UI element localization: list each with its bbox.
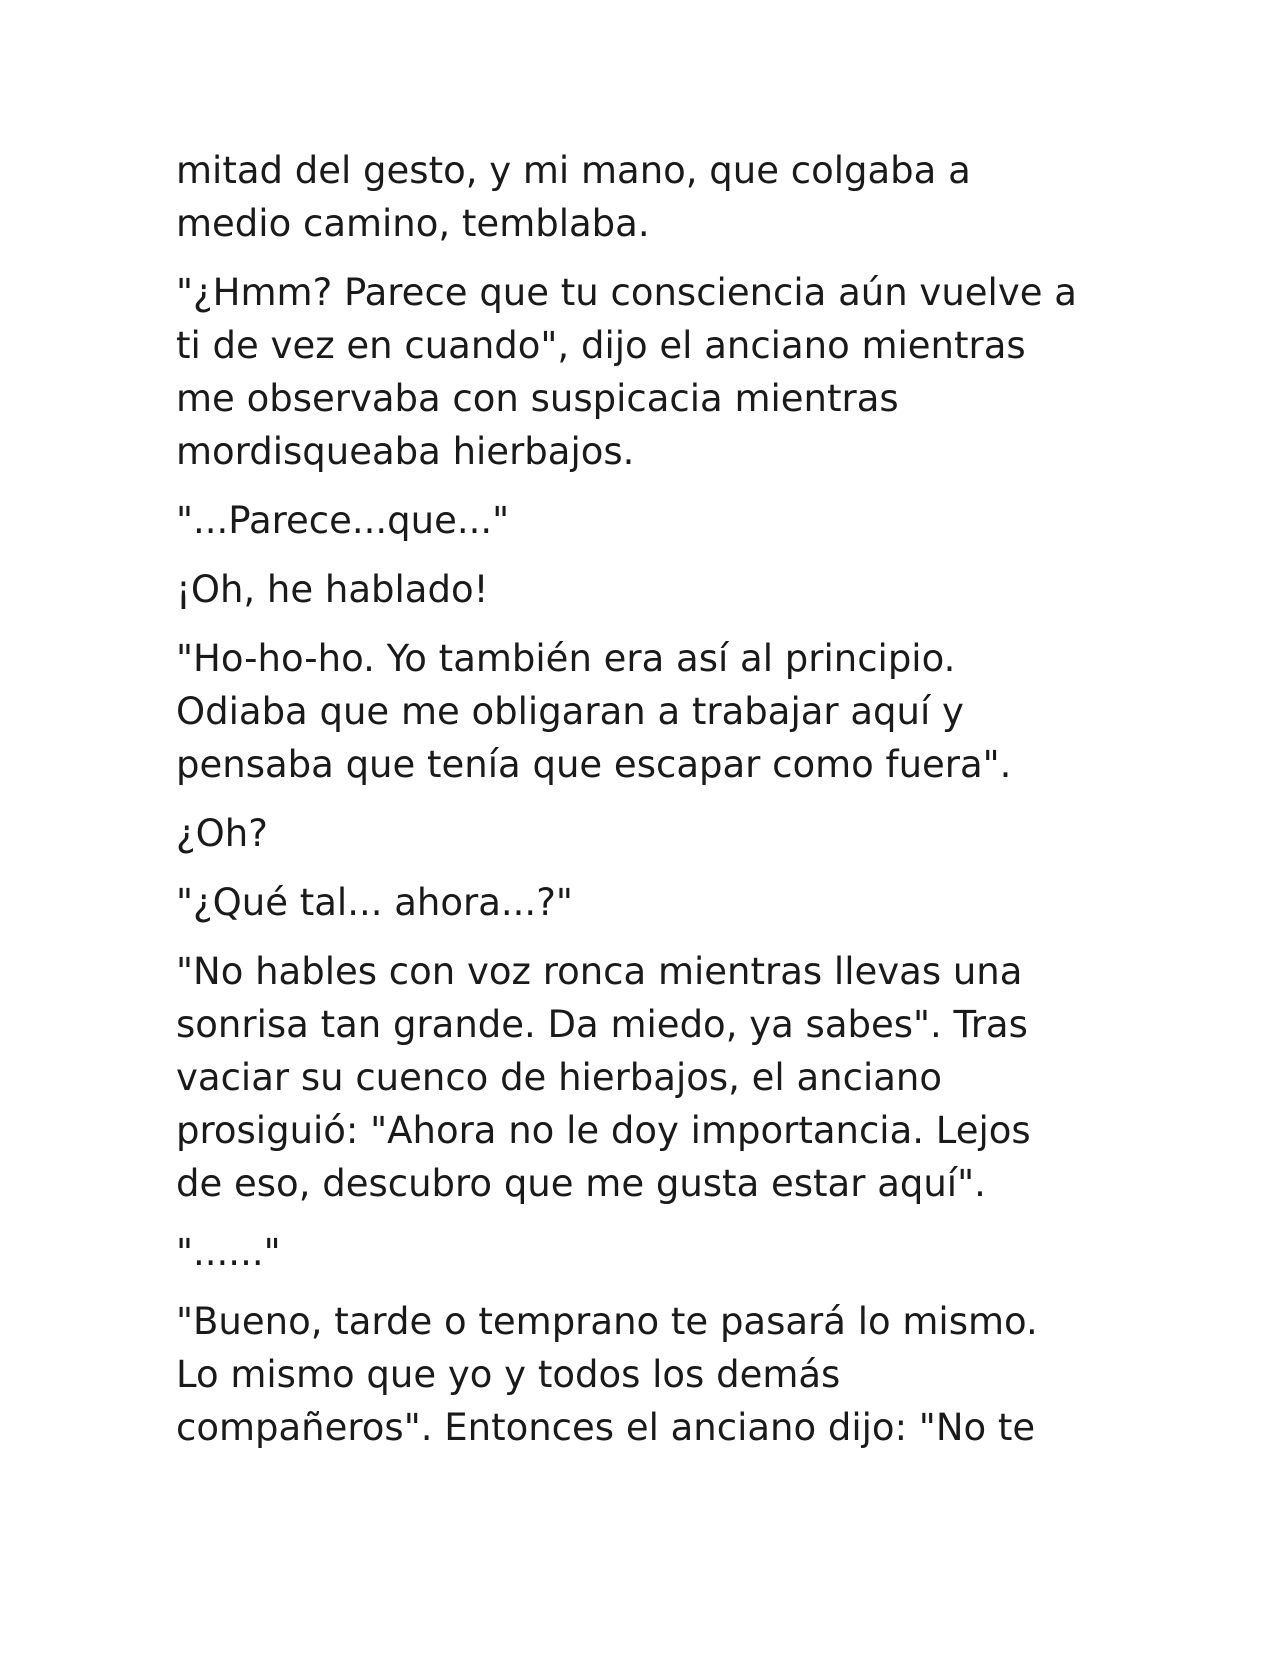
text-line: Odiaba que me obligaran a trabajar aquí y	[176, 690, 964, 733]
paragraph	[176, 1295, 1176, 1454]
text-line: medio camino, temblaba.	[176, 202, 650, 245]
paragraph	[176, 807, 1176, 860]
paragraph	[176, 144, 1176, 250]
text-line: "No hables con voz ronca mientras llevas una	[176, 950, 1023, 993]
paragraph	[176, 563, 1176, 616]
text-line: pensaba que tenía que escapar como fuera".	[176, 743, 1012, 786]
text-line: Lo mismo que yo y todos los demás	[176, 1353, 841, 1396]
paragraph	[176, 494, 1176, 547]
text-line: prosiguió: "Ahora no le doy importancia. Lejos	[176, 1109, 1031, 1152]
paragraph	[176, 876, 1176, 929]
text-line: ti de vez en cuando", dijo el anciano mientras	[176, 324, 1026, 367]
text-line: compañeros". Entonces el anciano dijo: "No te	[176, 1406, 1036, 1449]
text-line: "¿Qué tal... ahora...?"	[176, 881, 573, 924]
text-line: ¡Oh, he hablado!	[176, 568, 489, 611]
paragraph	[176, 632, 1176, 791]
text-line: "¿Hmm? Parece que tu consciencia aún vuelve a	[176, 271, 1077, 314]
paragraph	[176, 1226, 1176, 1279]
paragraph	[176, 266, 1176, 478]
text-line: sonrisa tan grande. Da miedo, ya sabes". Tras	[176, 1003, 1028, 1046]
text-line: "Bueno, tarde o temprano te pasará lo mismo.	[176, 1300, 1038, 1343]
paragraph	[176, 945, 1176, 1210]
text-line: "Ho-ho-ho. Yo también era así al principio.	[176, 637, 956, 680]
text-line: "...Parece...que..."	[176, 499, 510, 542]
text-line: "......"	[176, 1231, 281, 1274]
text-line: mordisqueaba hierbajos.	[176, 430, 635, 473]
text-line: ¿Oh?	[176, 812, 268, 855]
text-line: de eso, descubro que me gusta estar aquí".	[176, 1162, 986, 1205]
text-line: me observaba con suspicacia mientras	[176, 377, 899, 420]
text-column	[176, 144, 1176, 1470]
text-line: vaciar su cuenco de hierbajos, el anciano	[176, 1056, 942, 1099]
text-line: mitad del gesto, y mi mano, que colgaba a	[176, 149, 971, 192]
